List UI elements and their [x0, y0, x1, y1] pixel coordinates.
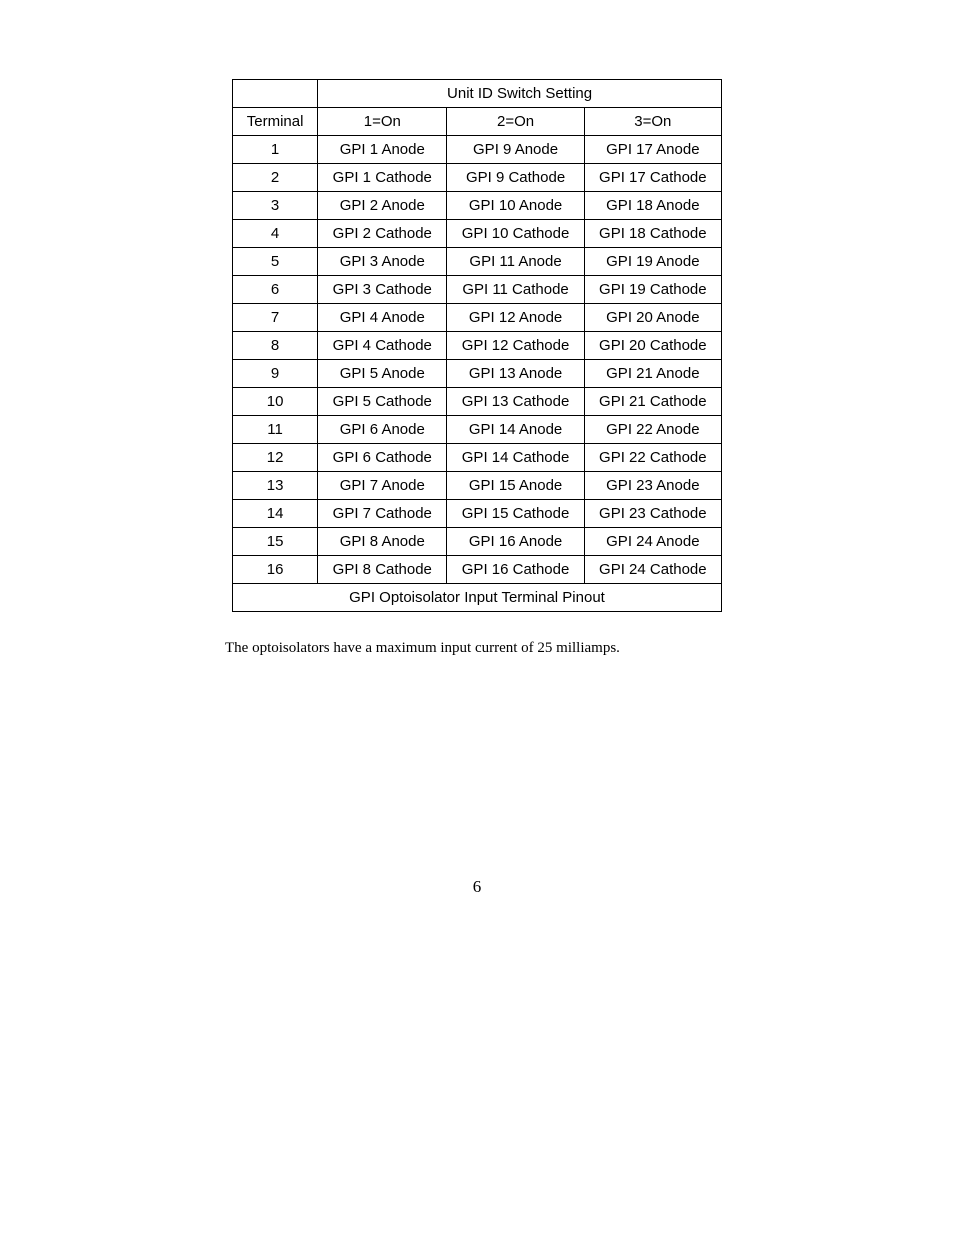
optoisolator-current-note: The optoisolators have a maximum input current of 25 milliamps.	[225, 640, 620, 656]
switch-3-on-cell: GPI 19 Anode	[584, 248, 721, 276]
switch-2-on-cell: GPI 12 Cathode	[447, 332, 584, 360]
switch-3-on-cell: GPI 21 Cathode	[584, 388, 721, 416]
unit-id-switch-setting-header: Unit ID Switch Setting	[318, 80, 722, 108]
switch-3-on-cell: GPI 20 Anode	[584, 304, 721, 332]
switch-2-on-cell: GPI 16 Cathode	[447, 556, 584, 584]
table-row	[233, 416, 722, 444]
pinout-table	[232, 79, 722, 612]
terminal-cell: 15	[233, 528, 318, 556]
table-row	[233, 192, 722, 220]
switch-3-on-cell: GPI 24 Anode	[584, 528, 721, 556]
table-row	[233, 220, 722, 248]
switch-2-on-cell: GPI 14 Anode	[447, 416, 584, 444]
terminal-cell: 12	[233, 444, 318, 472]
switch-3-on-cell: GPI 22 Cathode	[584, 444, 721, 472]
terminal-cell: 9	[233, 360, 318, 388]
switch-2-on-cell: GPI 11 Cathode	[447, 276, 584, 304]
terminal-cell: 4	[233, 220, 318, 248]
table-row	[233, 332, 722, 360]
terminal-cell: 16	[233, 556, 318, 584]
page-number: 6	[472, 877, 482, 896]
terminal-cell: 11	[233, 416, 318, 444]
table-row	[233, 136, 722, 164]
column-header-terminal: Terminal	[233, 108, 318, 136]
table-row	[233, 556, 722, 584]
switch-1-on-cell: GPI 1 Anode	[318, 136, 447, 164]
table-row	[233, 360, 722, 388]
switch-1-on-cell: GPI 6 Cathode	[318, 444, 447, 472]
table-row	[233, 472, 722, 500]
switch-1-on-cell: GPI 5 Cathode	[318, 388, 447, 416]
table-row	[233, 276, 722, 304]
switch-1-on-cell: GPI 1 Cathode	[318, 164, 447, 192]
switch-1-on-cell: GPI 7 Anode	[318, 472, 447, 500]
table-row	[233, 164, 722, 192]
caption-row	[233, 584, 722, 612]
switch-3-on-cell: GPI 18 Anode	[584, 192, 721, 220]
switch-3-on-cell: GPI 20 Cathode	[584, 332, 721, 360]
switch-1-on-cell: GPI 7 Cathode	[318, 500, 447, 528]
switch-3-on-cell: GPI 21 Anode	[584, 360, 721, 388]
switch-2-on-cell: GPI 10 Anode	[447, 192, 584, 220]
switch-1-on-cell: GPI 4 Anode	[318, 304, 447, 332]
switch-1-on-cell: GPI 3 Anode	[318, 248, 447, 276]
terminal-cell: 10	[233, 388, 318, 416]
switch-2-on-cell: GPI 12 Anode	[447, 304, 584, 332]
terminal-cell: 2	[233, 164, 318, 192]
switch-1-on-cell: GPI 2 Cathode	[318, 220, 447, 248]
switch-3-on-cell: GPI 17 Anode	[584, 136, 721, 164]
table-row	[233, 528, 722, 556]
switch-1-on-cell: GPI 6 Anode	[318, 416, 447, 444]
table-row	[233, 444, 722, 472]
switch-3-on-cell: GPI 19 Cathode	[584, 276, 721, 304]
table-row	[233, 248, 722, 276]
table-row	[233, 304, 722, 332]
switch-2-on-cell: GPI 13 Anode	[447, 360, 584, 388]
column-header-3-on: 3=On	[584, 108, 721, 136]
switch-1-on-cell: GPI 8 Cathode	[318, 556, 447, 584]
column-header-row	[233, 108, 722, 136]
terminal-cell: 6	[233, 276, 318, 304]
switch-3-on-cell: GPI 22 Anode	[584, 416, 721, 444]
table-row	[233, 500, 722, 528]
terminal-cell: 7	[233, 304, 318, 332]
switch-2-on-cell: GPI 9 Anode	[447, 136, 584, 164]
pinout-table-body	[233, 80, 722, 612]
switch-3-on-cell: GPI 23 Anode	[584, 472, 721, 500]
terminal-cell: 14	[233, 500, 318, 528]
switch-1-on-cell: GPI 4 Cathode	[318, 332, 447, 360]
terminal-cell: 8	[233, 332, 318, 360]
switch-2-on-cell: GPI 13 Cathode	[447, 388, 584, 416]
empty-corner-cell	[233, 80, 318, 108]
switch-3-on-cell: GPI 18 Cathode	[584, 220, 721, 248]
group-header-row	[233, 80, 722, 108]
switch-2-on-cell: GPI 14 Cathode	[447, 444, 584, 472]
switch-2-on-cell: GPI 16 Anode	[447, 528, 584, 556]
switch-2-on-cell: GPI 9 Cathode	[447, 164, 584, 192]
column-header-1-on: 1=On	[318, 108, 447, 136]
table-caption: GPI Optoisolator Input Terminal Pinout	[233, 584, 722, 612]
switch-1-on-cell: GPI 2 Anode	[318, 192, 447, 220]
switch-2-on-cell: GPI 15 Cathode	[447, 500, 584, 528]
switch-1-on-cell: GPI 5 Anode	[318, 360, 447, 388]
terminal-cell: 1	[233, 136, 318, 164]
switch-1-on-cell: GPI 3 Cathode	[318, 276, 447, 304]
switch-2-on-cell: GPI 15 Anode	[447, 472, 584, 500]
switch-3-on-cell: GPI 17 Cathode	[584, 164, 721, 192]
switch-1-on-cell: GPI 8 Anode	[318, 528, 447, 556]
terminal-cell: 3	[233, 192, 318, 220]
table-row	[233, 388, 722, 416]
column-header-2-on: 2=On	[447, 108, 584, 136]
switch-2-on-cell: GPI 11 Anode	[447, 248, 584, 276]
switch-2-on-cell: GPI 10 Cathode	[447, 220, 584, 248]
switch-3-on-cell: GPI 24 Cathode	[584, 556, 721, 584]
terminal-cell: 5	[233, 248, 318, 276]
switch-3-on-cell: GPI 23 Cathode	[584, 500, 721, 528]
terminal-cell: 13	[233, 472, 318, 500]
